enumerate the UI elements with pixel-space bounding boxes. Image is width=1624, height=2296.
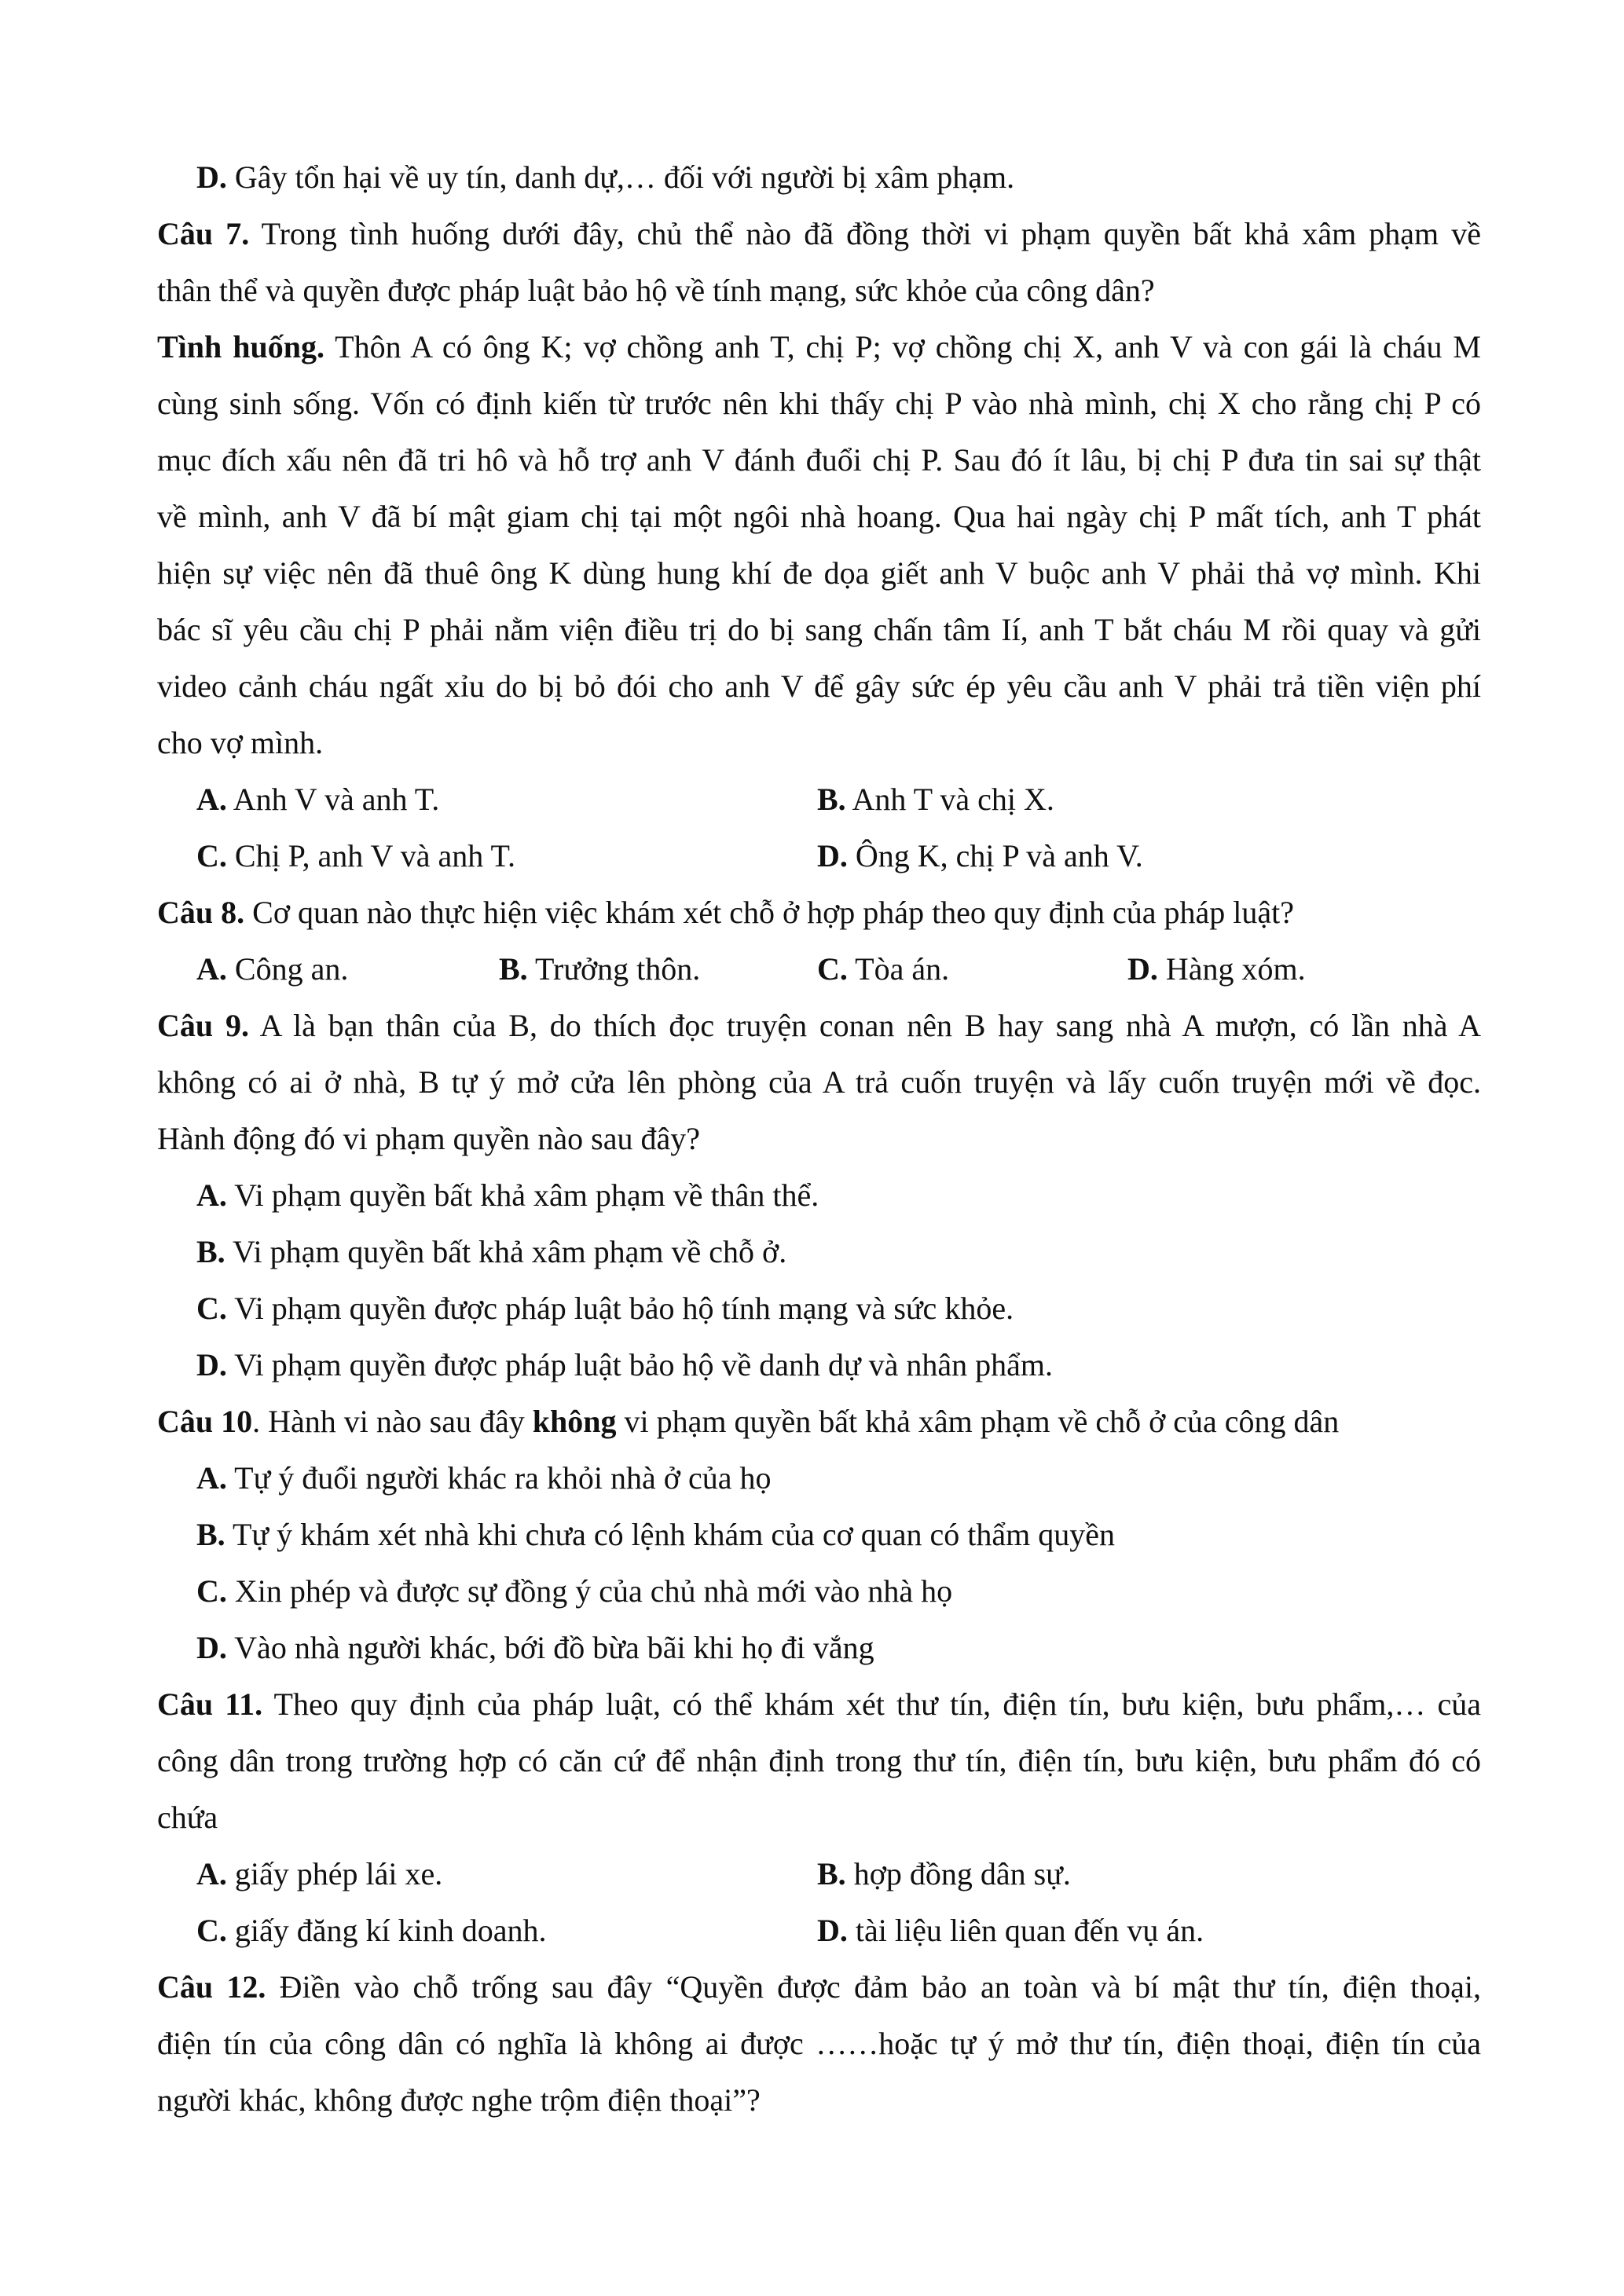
q7-scenario-line-8: cho vợ mình. [157,725,324,760]
q11-stem-line-2: công dân trong trường hợp có căn cứ để nhận định trong thư tín, điện tín, bưu kiện, bưu phẩm đó có [157,1743,1481,1778]
q7-scenario-line-2: cùng sinh sống. Vốn có định kiến từ trước nên khi thấy chị P vào nhà mình, chị X cho rằng chị P có [157,386,1481,421]
q8-option-a[interactable]: A. Công an. [196,951,349,987]
q6-option-d: D. Gây tổn hại về uy tín, danh dự,… đối với người bị xâm phạm. [196,159,1015,195]
q7-option-c[interactable]: C. Chị P, anh V và anh T. [196,838,515,873]
q9-option-a[interactable]: A. Vi phạm quyền bất khả xâm phạm về thân thể. [196,1177,819,1213]
q10-option-b[interactable]: B. Tự ý khám xét nhà khi chưa có lệnh khám của cơ quan có thẩm quyền [196,1517,1116,1552]
document-page [157,149,1481,2129]
q8-option-b[interactable]: B. Trưởng thôn. [499,951,701,987]
q11-option-a[interactable]: A. giấy phép lái xe. [196,1856,443,1891]
q7-scenario-line-4: về mình, anh V đã bí mật giam chị tại một ngôi nhà hoang. Qua hai ngày chị P mất tích, anh T phát [157,499,1481,534]
q7-scenario-line-3: mục đích xấu nên đã tri hô và hỗ trợ anh V đánh đuổi chị P. Sau đó ít lâu, bị chị P đưa tin sai sự thật [157,442,1481,478]
q10-stem: Câu 10. Hành vi nào sau đây không vi phạm quyền bất khả xâm phạm về chỗ ở của công dân [157,1404,1340,1439]
q11-stem-line-1: Câu 11. Theo quy định của pháp luật, có thể khám xét thư tín, điện tín, bưu kiện, bưu phẩm,… của [157,1686,1481,1722]
q9-stem-line-2: không có ai ở nhà, B tự ý mở cửa lên phòng của A trả cuốn truyện và lấy cuốn truyện mới về đọc. [157,1064,1481,1100]
q7-options-row-2 [157,828,1481,884]
scenario-label: Tình huống. [157,329,324,364]
q7-scenario-line-1: Tình huống. Thôn A có ông K; vợ chồng anh T, chị P; vợ chồng chị X, anh V và con gái là cháu M [157,329,1481,364]
q7-options-row-1 [157,771,1481,828]
q9-stem-line-3: Hành động đó vi phạm quyền nào sau đây? [157,1121,700,1156]
question-label: Câu 8. [157,895,245,930]
question-label: Câu 12. [157,1969,266,2005]
q11-options-row-1 [157,1846,1481,1902]
question-label: Câu 11. [157,1686,263,1722]
q10-option-c[interactable]: C. Xin phép và được sự đồng ý của chủ nhà mới vào nhà họ [196,1573,953,1609]
q10-option-a[interactable]: A. Tự ý đuổi người khác ra khỏi nhà ở của họ [196,1460,772,1496]
q7-option-d[interactable]: D. Ông K, chị P và anh V. [817,838,1143,873]
q7-stem-line-1: Câu 7. Trong tình huống dưới đây, chủ thể nào đã đồng thời vi phạm quyền bất khả xâm phạm về [157,216,1481,251]
q7-option-b[interactable]: B. Anh T và chị X. [817,782,1054,817]
q11-stem-line-3: chứa [157,1800,218,1835]
emphasis-word: không [532,1404,617,1439]
q7-stem-line-2: thân thể và quyền được pháp luật bảo hộ về tính mạng, sức khỏe của công dân? [157,273,1155,308]
q11-option-b[interactable]: B. hợp đồng dân sự. [817,1856,1071,1891]
q8-stem: Câu 8. Cơ quan nào thực hiện việc khám xét chỗ ở hợp pháp theo quy định của pháp luật? [157,895,1295,930]
q7-option-a[interactable]: A. Anh V và anh T. [196,782,440,817]
q10-option-d[interactable]: D. Vào nhà người khác, bới đồ bừa bãi khi họ đi vắng [196,1630,874,1665]
question-label: Câu 7. [157,216,250,251]
q9-stem-line-1: Câu 9. A là bạn thân của B, do thích đọc truyện conan nên B hay sang nhà A mượn, có lần nhà A [157,1008,1482,1043]
q11-option-c[interactable]: C. giấy đăng kí kinh doanh. [196,1913,547,1948]
q11-option-d[interactable]: D. tài liệu liên quan đến vụ án. [817,1913,1204,1948]
q12-stem-line-2: điện tín của công dân có nghĩa là không ai được ……hoặc tự ý mở thư tín, điện thoại, điện tín của [157,2026,1481,2061]
q9-option-b[interactable]: B. Vi phạm quyền bất khả xâm phạm về chỗ ở. [196,1234,787,1269]
question-label: Câu 9. [157,1008,249,1043]
q7-scenario-line-5: hiện sự việc nên đã thuê ông K dùng hung khí đe dọa giết anh V buộc anh V phải thả vợ mình. Khi [157,555,1481,591]
q9-option-c[interactable]: C. Vi phạm quyền được pháp luật bảo hộ tính mạng và sức khỏe. [196,1291,1014,1326]
q7-scenario-line-6: bác sĩ yêu cầu chị P phải nằm viện điều trị do bị sang chấn tâm Ií, anh T bắt cháu M rồi quay và gửi [157,612,1481,647]
q8-option-d[interactable]: D. Hàng xóm. [1127,951,1306,987]
q8-options-row [157,941,1481,998]
q12-stem-line-1: Câu 12. Điền vào chỗ trống sau đây “Quyền được đảm bảo an toàn và bí mật thư tín, điện thoại, [157,1969,1481,2005]
q7-scenario-line-7: video cảnh cháu ngất xỉu do bị bỏ đói cho anh V để gây sức ép yêu cầu anh V phải trả tiền viện phí [157,668,1481,704]
q12-stem-line-3: người khác, không được nghe trộm điện thoại”? [157,2082,761,2118]
q11-options-row-2 [157,1902,1481,1959]
q9-option-d[interactable]: D. Vi phạm quyền được pháp luật bảo hộ về danh dự và nhân phẩm. [196,1347,1054,1382]
q8-option-c[interactable]: C. Tòa án. [817,951,950,987]
question-label: Câu 10 [157,1404,253,1439]
